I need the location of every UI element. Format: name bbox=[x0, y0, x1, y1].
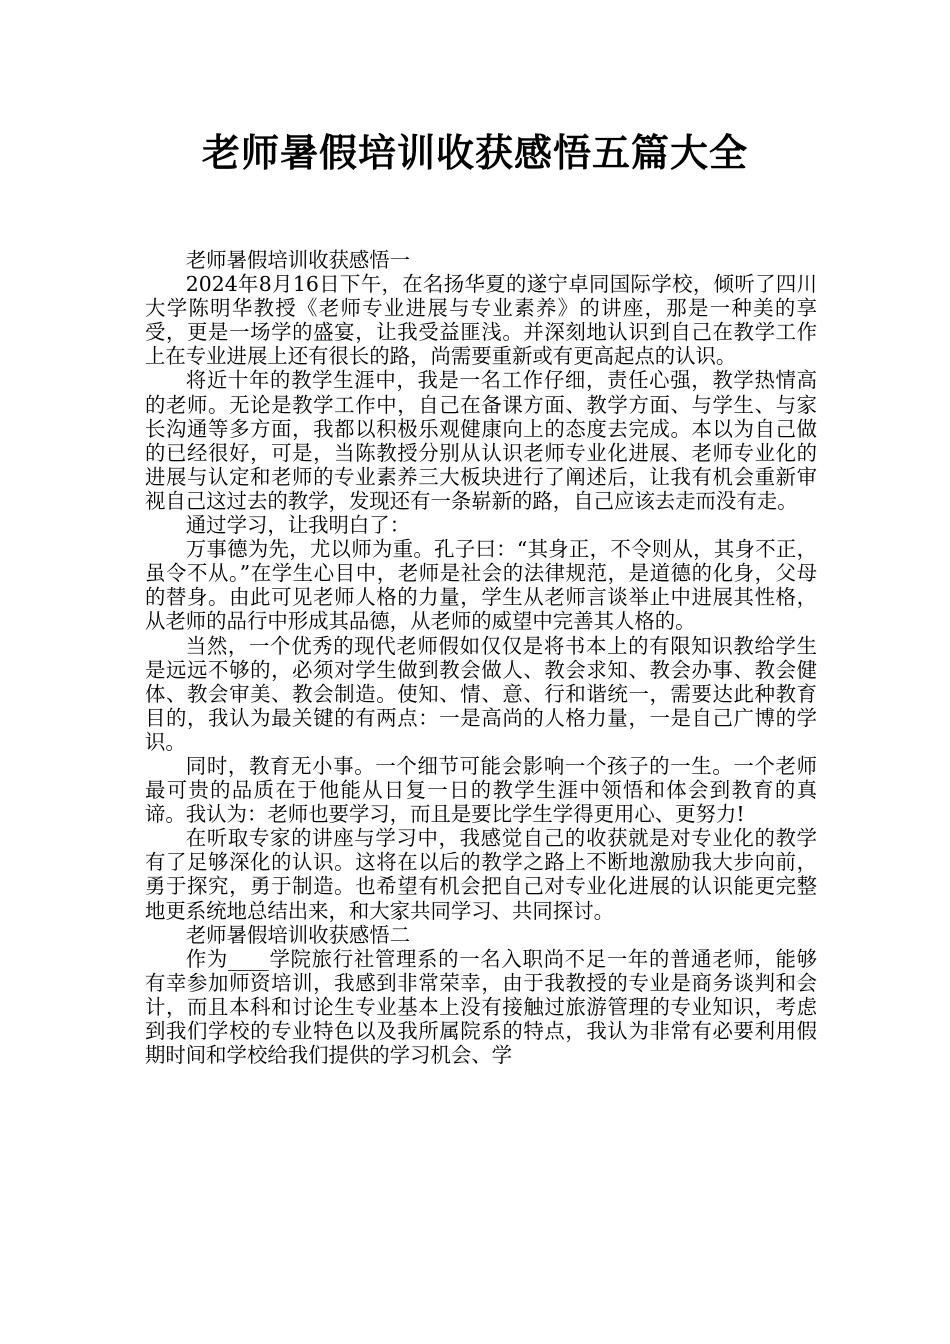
paragraph: 作为____学院旅行社管理系的一名入职尚不足一年的普通老师，能够有幸参加师资培训，我感到非常荣幸，由于我教授的专业是商务谈判和会计，而且本科和讨论生专业基本上没有接触过旅游管理的专业知识，考虑到我们学校的专业特色以及我所属院系的特点，我认为非常有必要利用假期时间和学校给我们提供的学习机会、学 bbox=[145, 946, 817, 1068]
document-body bbox=[145, 248, 817, 1067]
paragraph: 当然，一个优秀的现代老师假如仅仅是将书本上的有限知识教给学生是远远不够的，必须对学生做到教会做人、教会求知、教会办事、教会健体、教会审美、教会制造。使知、情、意、行和谐统一，需要达此种教育目的，我认为最关键的有两点：一是高尚的人格力量，一是自己广博的学识。 bbox=[145, 633, 817, 754]
document-title: 老师暑假培训收获感悟五篇大全 bbox=[201, 131, 748, 175]
paragraph: 通过学习，让我明白了： bbox=[185, 513, 411, 538]
paragraph: 2024年8月16日下午，在名扬华夏的遂宁卓同国际学校，倾听了四川大学陈明华教授《老师专业进展与专业素养》的讲座，那是一种美的享受，更是一场学的盛宴，让我受益匪浅。并深刻地认识到自己在教学工作上在专业进展上还有很长的路，尚需要重新或有更高起点的认识。 bbox=[145, 272, 817, 369]
section-heading: 老师暑假培训收获感悟一 bbox=[185, 248, 411, 272]
paragraph: 同时，教育无小事。一个细节可能会影响一个孩子的一生。一个老师最可贵的品质在于他能从日复一日的教学生涯中领悟和体会到教育的真谛。我认为：老师也要学习，而且是要比学生学得更用心、更努力! bbox=[145, 753, 817, 827]
paragraph: 在听取专家的讲座与学习中，我感觉自己的收获就是对专业化的教学有了足够深化的认识。这将在以后的教学之路上不断地激励我大步向前，勇于探究，勇于制造。也希望有机会把自己对专业化进展的认识能更完整地更系统地总结出来，和大家共同学习、共同探讨。 bbox=[145, 826, 817, 923]
paragraph: 将近十年的教学生涯中，我是一名工作仔细，责任心强，教学热情高的老师。无论是教学工作中，自己在备课方面、教学方面、与学生、与家长沟通等多方面，我都以积极乐观健康向上的态度去完成。本以为自己做的已经很好，可是，当陈教授分别从认识老师专业化进展、老师专业化的进展与认定和老师的专业素养三大板块进行了阐述后，让我有机会重新审视自己这过去的教学，发现还有一条崭新的路，自己应该去走而没有走。 bbox=[145, 368, 817, 513]
paragraph: 万事德为先，尤以师为重。孔子曰：“其身正，不令则从，其身不正，虽令不从。”在学生心目中，老师是社会的法律规范，是道德的化身，父母的替身。由此可见老师人格的力量，学生从老师言谈举止中进展其性格，从老师的品行中形成其品德，从老师的威望中完善其人格的。 bbox=[145, 537, 817, 634]
section-heading: 老师暑假培训收获感悟二 bbox=[185, 922, 411, 947]
